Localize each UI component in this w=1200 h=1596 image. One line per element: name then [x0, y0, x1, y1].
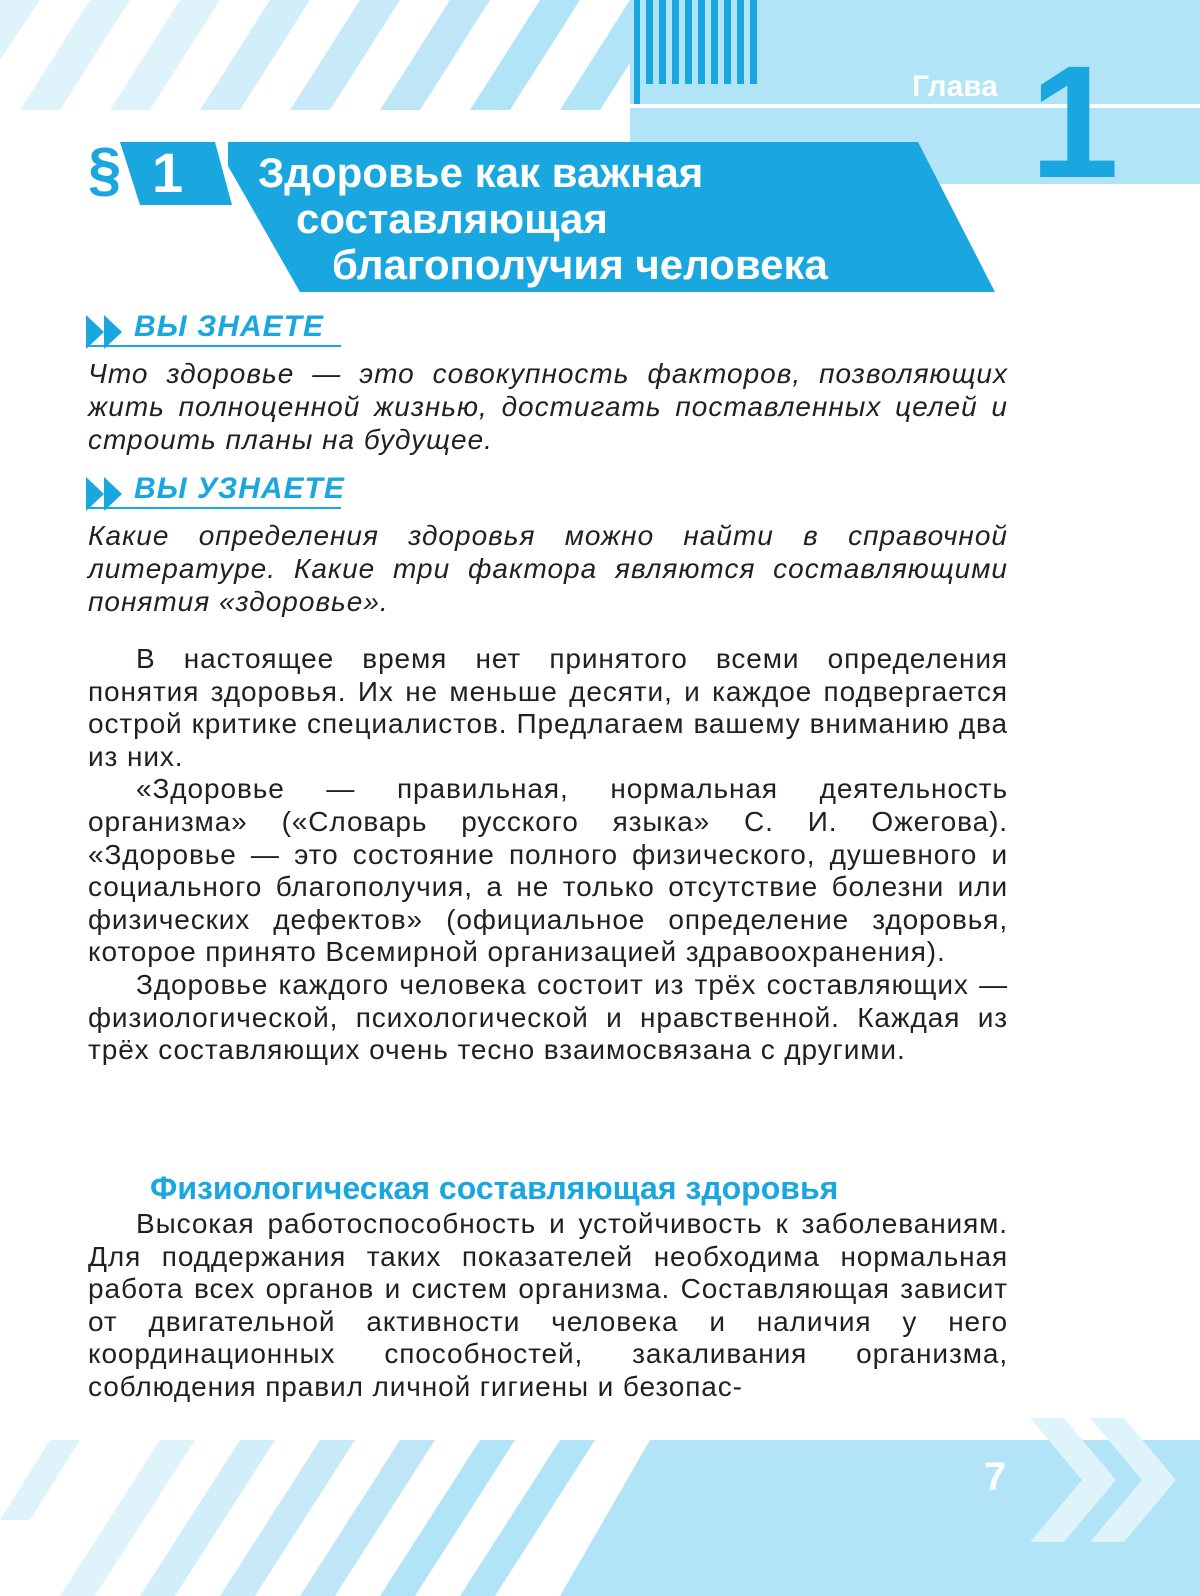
top-stripes [0, 0, 670, 110]
body-paragraph: Высокая работоспособность и устойчивость к заболеваниям. Для поддержания таких показателей необходима нормальная работа всех органов и систем организма. Составляющая зависит от двигательной активности человека и наличия у него координационных способностей, закаливания организма, соблюдения правил личной гигиены и безопас- [88, 1208, 1008, 1402]
subheading: Физиологическая составляющая здоровья [150, 1170, 839, 1206]
barcode-stripes [646, 0, 757, 84]
you-learn-heading: ВЫ УЗНАЕТЕ [134, 472, 345, 505]
you-learn-arrow-icon [86, 477, 122, 511]
chapter-label: Глава [912, 70, 998, 103]
body-paragraph: В настоящее время нет принятого всеми определения понятия здоровья. Их не меньше десяти, и каждое подвергается острой критике специалистов. Предлагаем вашему вниманию два из них. [88, 643, 1008, 772]
body-text-block [88, 643, 1008, 1067]
body-paragraph: «Здоровье — правильная, нормальная деятельность организма» («Словарь русского языка» С. И. Ожегова). «Здоровье — это состояние полного физического, душевного и социального благополучия, а не только отсутствие болезни или физических дефектов» (официальное определение здоровья, которое принято Всемирной организацией здравоохранения). [88, 773, 1008, 968]
you-know-text: Что здоровье — это совокупность факторов, позволяющих жить полноценной жизнью, достигать поставленных целей и строить планы на будущее. [88, 358, 1008, 455]
page-number: 7 [984, 1455, 1007, 1499]
section-title-line-3: благополучия человека [332, 241, 828, 288]
body-paragraph: Здоровье каждого человека состоит из трёх составляющих — физиологической, психологической и нравственной. Каждая из трёх составляющих очень тесно взаимосвязана с другими. [88, 968, 1008, 1066]
body-text-block-2 [88, 1208, 1008, 1404]
you-know-heading: ВЫ ЗНАЕТЕ [134, 310, 324, 343]
bottom-stripes [0, 1440, 595, 1596]
section-number: 1 [152, 141, 184, 204]
bottom-band [560, 1440, 1200, 1596]
section-title-line-1: Здоровье как важная [258, 149, 704, 196]
section-sign: § [88, 136, 122, 203]
section-title-line-2: составляющая [296, 195, 608, 242]
you-learn-text: Какие определения здоровья можно найти в справочной литературе. Какие три фактора являются составляющими понятия «здоровье». [88, 520, 1008, 617]
you-know-arrow-icon [86, 315, 122, 349]
chapter-number: 1 [1030, 32, 1119, 211]
